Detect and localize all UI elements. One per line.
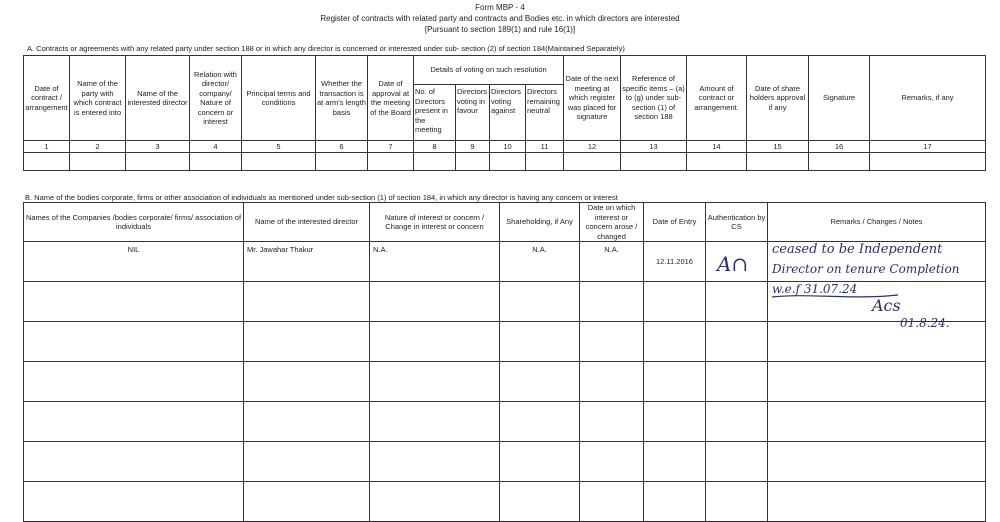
handwritten-signature: Acs: [872, 296, 901, 315]
column-number: 8: [414, 141, 456, 153]
nature-cell: N.A.: [370, 242, 500, 282]
column-number: 16: [809, 141, 870, 153]
company-cell: NIL: [24, 242, 244, 282]
column-number: 1: [24, 141, 70, 153]
col-remarks: Remarks, if any: [870, 56, 986, 141]
column-number-row: [24, 141, 986, 153]
col-voting-details: Details of voting on such resolution: [414, 56, 564, 85]
register-title: Register of contracts with related party and contracts and Bodies etc. in which directors are interested: [320, 14, 680, 23]
column-number: 5: [242, 141, 316, 153]
pursuant-note: [Pursuant to section 189(1) and rule 16(1)]: [424, 25, 576, 34]
form-title: Form MBP - 4: [475, 3, 525, 12]
col-shareholders-approval: Date of share holders approval if any: [747, 56, 809, 141]
column-number: 13: [621, 141, 687, 153]
cs-initials: A∩: [717, 252, 749, 276]
column-number: 6: [316, 141, 368, 153]
col-shareholding: Shareholding, if Any: [500, 203, 580, 242]
handwritten-remark-line2: Director on tenure Completion: [772, 262, 960, 276]
col-relation: Relation with director/ company/ Nature of concern or interest: [190, 56, 242, 141]
col-board-approval-date: Date of approval at the meeting of the Board: [368, 56, 414, 141]
column-number: 7: [368, 141, 414, 153]
column-number: 11: [526, 141, 564, 153]
col-date-arose: Date on which interest or concern arose / changed: [580, 203, 644, 242]
column-number: 3: [126, 141, 190, 153]
col-amount: Amount of contract or arrangement.: [687, 56, 747, 141]
col-reference-items: Reference of specific items – (a) to (g) under sub-section (1) of section 188: [621, 56, 687, 141]
col-next-meeting-date: Date of the next meeting at which register was placed for signature: [564, 56, 621, 141]
date-of-entry-cell: 12.11.2016: [644, 242, 706, 282]
table-row: [24, 482, 986, 522]
col-remaining-neutral: Directors remaining neutral: [526, 85, 564, 141]
col-nature-of-interest: Nature of interest or concern / Change in interest or concern: [370, 203, 500, 242]
col-date-of-entry: Date of Entry: [644, 203, 706, 242]
col-directors-present: No. of Directors present in the meeting: [414, 85, 456, 141]
table-row: [24, 402, 986, 442]
column-number: 2: [70, 141, 126, 153]
contracts-table: [23, 55, 986, 171]
handwritten-remark-line1: ceased to be Independent: [772, 242, 943, 257]
col-interested-director: Name of the interested director: [244, 203, 370, 242]
section-a-title: A. Contracts or agreements with any related party under section 188 or in which any director is concerned or interested under sub- section (2) of section 184(Maintained Separately): [27, 44, 625, 53]
date-arose-cell: N.A.: [580, 242, 644, 282]
column-number: 17: [870, 141, 986, 153]
section-b-title: B. Name of the bodies corporate, firms or other association of individuals as mentioned under sub-section (1) of section 184, in which any director is having any concern or interest: [25, 193, 618, 202]
table-row: [24, 322, 986, 362]
col-party-name: Name of the party with which contract is entered into: [70, 56, 126, 141]
column-number: 4: [190, 141, 242, 153]
col-authentication: Authentication by CS: [706, 203, 768, 242]
director-cell: Mr. Jawahar Thakur: [244, 242, 370, 282]
col-voting-favour: Directors voting in favour: [456, 85, 490, 141]
col-principal-terms: Principal terms and conditions: [242, 56, 316, 141]
col-arms-length: Whether the transaction is at arm's length basis: [316, 56, 368, 141]
table-row: [24, 442, 986, 482]
handwritten-remark-line3: w.e.f 31.07.24: [772, 282, 858, 296]
col-signature: Signature: [809, 56, 870, 141]
shareholding-cell: N.A.: [500, 242, 580, 282]
column-number: 9: [456, 141, 490, 153]
col-remarks-notes: Remarks / Changes / Notes: [768, 203, 986, 242]
col-companies: Names of the Companies /bodies corporate/ firms/ association of individuals: [24, 203, 244, 242]
column-number: 12: [564, 141, 621, 153]
handwritten-sign-date: 01.8.24.: [900, 316, 950, 330]
table-row: [24, 153, 986, 171]
column-number: 15: [747, 141, 809, 153]
col-interested-director: Name of the interested director: [126, 56, 190, 141]
table-row: [24, 362, 986, 402]
column-number: 14: [687, 141, 747, 153]
column-number: 10: [490, 141, 526, 153]
col-date-of-contract: Date of contract / arrangement: [24, 56, 70, 141]
col-voting-against: Directors voting against: [490, 85, 526, 141]
